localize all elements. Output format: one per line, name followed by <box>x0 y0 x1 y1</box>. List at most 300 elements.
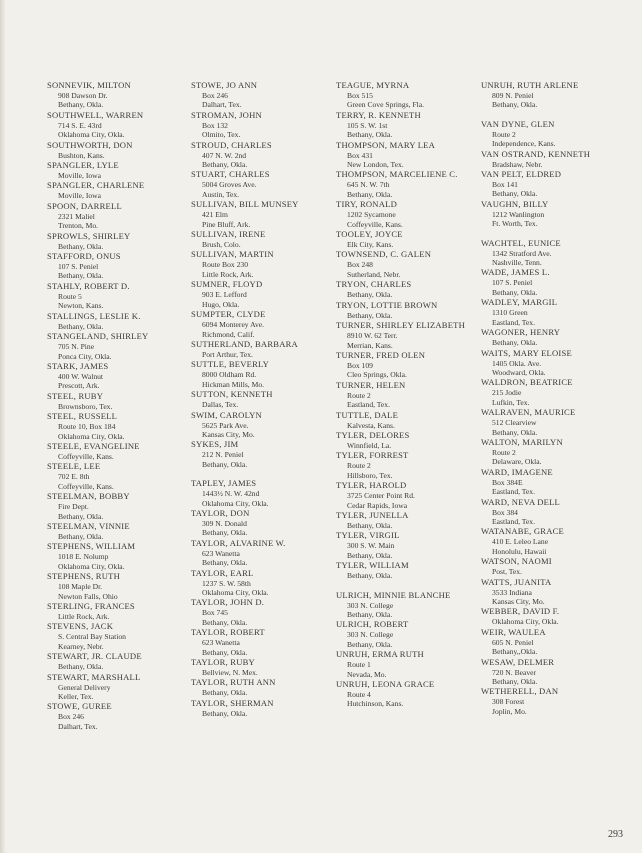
entry-name: TIRY, RONALD <box>336 199 397 210</box>
entry-name: STROMAN, JOHN <box>191 109 262 120</box>
entry-name: SPANGLER, CHARLENE <box>47 180 145 191</box>
directory-entry <box>191 80 331 110</box>
entry-name: TOOLEY, JOYCE <box>336 229 403 240</box>
entry-name: STEWART, MARSHALL <box>47 671 141 682</box>
directory-entry <box>481 348 631 378</box>
entry-address-line: Winnfield, La. <box>347 440 392 450</box>
directory-entry <box>191 508 331 538</box>
entry-name: TERRY, R. KENNETH <box>336 109 421 120</box>
entry-address-line: Bethany, Okla. <box>347 520 393 530</box>
entry-address-line: Box 109 <box>347 360 373 370</box>
entry-name: TAYLOR, JOHN D. <box>191 597 265 608</box>
entry-address-line: 714 S. E. 43rd <box>58 120 102 130</box>
directory-entry <box>47 331 187 361</box>
entry-name: VAN OSTRAND, KENNETH <box>481 148 591 159</box>
entry-address-line: 1237 S. W. 58th <box>202 578 251 588</box>
entry-name: UNRUH, ERMA RUTH <box>336 649 424 660</box>
entry-address-line: 1405 Okla. Ave. <box>492 358 542 368</box>
entry-name: SONNEVIK, MILTON <box>47 80 131 90</box>
entry-name: TURNER, FRED OLEN <box>336 349 426 360</box>
entry-name: TAYLOR, RUTH ANN <box>191 677 276 688</box>
directory-entry <box>47 110 187 140</box>
entry-address-line: Delaware, Okla. <box>492 457 542 467</box>
entry-address-line: Bethany, Okla. <box>492 427 538 437</box>
directory-entry <box>481 169 631 199</box>
entry-address-line: Dalhart, Tex. <box>58 721 98 731</box>
entry-address-line: Oklahoma City, Okla. <box>202 588 269 597</box>
entry-name: TAYLOR, ALVARINE W. <box>191 537 286 548</box>
entry-name: STEELMAN, BOBBY <box>47 491 130 502</box>
directory-entry <box>47 201 187 231</box>
entry-name: STEELE, LEE <box>47 461 101 472</box>
entry-name: TAYLOR, EARL <box>191 567 254 578</box>
entry-name: TRYON, CHARLES <box>336 279 412 290</box>
entry-name: TEAGUE, MYRNA <box>336 80 410 90</box>
entry-address-line: Newton Falls, Ohio <box>58 591 118 601</box>
directory-entry <box>191 140 331 170</box>
entry-address-line: 5625 Park Ave. <box>202 420 249 430</box>
directory-entry <box>336 619 482 649</box>
directory-entry <box>481 686 631 716</box>
entry-name: STEPHENS, RUTH <box>47 571 120 582</box>
entry-address-line: 2321 Maliel <box>58 211 95 221</box>
entry-address-line: Olmito, Tex. <box>202 130 241 140</box>
entry-address-line: Kearney, Nebr. <box>58 641 104 651</box>
section-gap <box>191 469 331 478</box>
entry-address-line: 215 Jodie <box>492 388 522 398</box>
directory-entry <box>191 279 331 309</box>
directory-entry <box>336 300 482 320</box>
entry-name: WALTON, MARILYN <box>481 436 563 447</box>
directory-entry <box>481 437 631 467</box>
entry-address-line: Moville, Iowa <box>58 171 102 181</box>
directory-entry <box>336 410 482 430</box>
directory-entry <box>336 199 482 229</box>
directory-entry <box>191 339 331 359</box>
directory-entry <box>481 627 631 657</box>
entry-address-line: Merrian, Kans. <box>347 340 393 350</box>
directory-entry <box>47 391 187 411</box>
entry-address-line: 1018 E. Nolump <box>58 552 109 562</box>
entry-address-line: 512 Clearview <box>492 418 537 428</box>
entry-address-line: Hickman Mills, Mo. <box>202 379 265 389</box>
directory-entry <box>336 560 482 580</box>
entry-address-line: Route 2 <box>347 390 371 400</box>
entry-name: STARK, JAMES <box>47 360 109 371</box>
directory-entry <box>336 510 482 530</box>
entry-address-line: Bethany, Okla. <box>58 241 104 251</box>
directory-entry <box>336 140 482 170</box>
entry-address-line: Prescott, Ark. <box>58 381 100 391</box>
entry-address-line: 8910 W. 62 Terr. <box>347 331 398 341</box>
directory-entry <box>191 698 331 718</box>
entry-address-line: 1212 Wanlington <box>492 209 545 219</box>
entry-name: TYLER, FORREST <box>336 450 409 461</box>
entry-address-line: Eastland, Tex. <box>347 400 390 410</box>
directory-entry <box>47 80 187 110</box>
entry-address-line: 108 Maple Dr. <box>58 582 103 592</box>
entry-address-line: Fire Dept. <box>58 502 89 512</box>
directory-entry <box>47 281 187 311</box>
directory-entry <box>481 238 631 268</box>
entry-address-line: Route 1 <box>347 660 371 670</box>
directory-entry <box>481 657 631 687</box>
column-4 <box>481 80 631 716</box>
entry-address-line: 605 N. Peniel <box>492 637 534 647</box>
entry-address-line: 1202 Sycamone <box>347 210 396 220</box>
entry-name: SULLIVAN, BILL MUNSEY <box>191 199 299 210</box>
directory-entry <box>47 180 187 200</box>
directory-entry <box>47 571 187 601</box>
entry-name: SYKES, JIM <box>191 439 239 450</box>
entry-name: TAYLOR, DON <box>191 507 250 518</box>
directory-entry <box>47 231 187 251</box>
entry-address-line: Bethany, Okla. <box>202 647 248 657</box>
entry-address-line: Hugo, Okla. <box>202 299 240 309</box>
entry-name: TYLER, JUNELLA <box>336 509 409 520</box>
entry-address-line: Bethany, Okla. <box>202 688 248 698</box>
directory-entry <box>47 361 187 391</box>
directory-entry <box>481 606 631 626</box>
entry-name: STROUD, CHARLES <box>191 139 272 150</box>
entry-name: TAYLOR, ROBERT <box>191 627 265 638</box>
entry-address-line: Bethany, Okla. <box>492 287 538 297</box>
entry-address-line: 623 Wanetta <box>202 548 240 558</box>
directory-entry <box>47 441 187 461</box>
directory-entry <box>336 279 482 299</box>
entry-address-line: Route 2 <box>492 129 516 139</box>
directory-entry <box>47 491 187 521</box>
column-1 <box>47 80 187 731</box>
entry-address-line: Box 141 <box>492 180 518 190</box>
entry-address-line: Bethany, Okla. <box>492 189 538 199</box>
directory-entry <box>336 679 482 709</box>
entry-address-line: 705 N. Pine <box>58 342 95 352</box>
entry-address-line: Box 248 <box>347 260 373 270</box>
entry-address-line: Bethany, Okla. <box>202 459 248 469</box>
directory-entry <box>191 229 331 249</box>
entry-address-line: Hillsboro, Tex. <box>347 470 393 480</box>
entry-name: WETHERELL, DAN <box>481 686 559 697</box>
entry-address-line: 903 E. Lefford <box>202 290 247 300</box>
entry-address-line: Joplin, Mo. <box>492 706 527 716</box>
entry-address-line: 407 N. W. 2nd <box>202 150 247 160</box>
entry-address-line: Oklahoma City, Okla. <box>202 498 269 508</box>
entry-address-line: Box 515 <box>347 91 373 100</box>
directory-entry <box>191 110 331 140</box>
entry-name: WEBBER, DAVID F. <box>481 606 560 617</box>
entry-name: WEIR, WAULEA <box>481 626 546 637</box>
column-3 <box>336 80 482 709</box>
entry-address-line: Bethany, Okla. <box>347 550 393 560</box>
directory-entry <box>47 521 187 541</box>
entry-address-line: Bethany, Okla. <box>347 130 393 140</box>
entry-address-line: 105 S. W. 1st <box>347 120 388 130</box>
entry-address-line: Independence, Kans. <box>492 139 556 149</box>
entry-address-line: Bethany, Okla. <box>347 290 393 300</box>
directory-entry <box>481 327 631 347</box>
entry-address-line: Route 10, Box 184 <box>58 422 116 432</box>
entry-address-line: Nashville, Tenn. <box>492 258 542 268</box>
entry-address-line: Coffeyville, Kans. <box>58 481 114 491</box>
entry-name: SPROWLS, SHIRLEY <box>47 230 131 241</box>
entry-name: WADE, JAMES L. <box>481 267 550 278</box>
entry-address-line: Lufkin, Tex. <box>492 397 530 407</box>
entry-address-line: Route 5 <box>58 291 82 301</box>
entry-name: SWIM, CAROLYN <box>191 409 262 420</box>
entry-address-line: Pine Bluff, Ark. <box>202 219 251 229</box>
entry-name: ULRICH, MINNIE BLANCHE <box>336 589 451 600</box>
entry-name: WAGONER, HENRY <box>481 327 561 338</box>
entry-address-line: Little Rock, Ark. <box>202 269 254 279</box>
directory-entry <box>336 320 482 350</box>
entry-address-line: 720 N. Beaver <box>492 667 537 677</box>
section-gap <box>336 581 482 590</box>
entry-name: VAN DYNE, GLEN <box>481 118 555 129</box>
entry-name: ULRICH, ROBERT <box>336 619 409 630</box>
entry-address-line: Newton, Kans. <box>58 301 104 311</box>
directory-entry <box>191 249 331 279</box>
entry-name: SULLIVAN, MARTIN <box>191 249 274 260</box>
entry-name: WADLEY, MARGIL <box>481 297 558 308</box>
directory-entry <box>191 538 331 568</box>
entry-address-line: 400 W. Walnut <box>58 371 104 381</box>
entry-name: THOMPSON, MARCELIENE C. <box>336 169 458 180</box>
entry-address-line: 410 E. Leleo Lane <box>492 537 549 547</box>
entry-address-line: Trenton, Mo. <box>58 221 99 231</box>
directory-entry <box>481 80 631 110</box>
entry-address-line: Dalhart, Tex. <box>202 100 242 110</box>
entry-name: TYLER, WILLIAM <box>336 560 409 571</box>
entry-address-line: Hutchinson, Kans. <box>347 699 404 709</box>
entry-address-line: Bellview, N. Mex. <box>202 668 258 678</box>
entry-address-line: Bethany, Okla. <box>347 610 393 619</box>
entry-address-line: Richmond, Calif. <box>202 329 255 339</box>
page-number: 293 <box>608 829 623 840</box>
directory-entry <box>481 119 631 149</box>
directory-entry <box>336 249 482 279</box>
entry-address-line: Box 384E <box>492 477 523 487</box>
entry-address-line: 645 N. W. 7th <box>347 180 390 190</box>
entry-name: STOWE, GUREE <box>47 701 112 712</box>
directory-entry <box>47 541 187 571</box>
entry-address-line: 5004 Groves Ave. <box>202 180 257 190</box>
entry-name: WARD, IMAGENE <box>481 466 553 477</box>
entry-address-line: Port Arthur, Tex. <box>202 349 253 359</box>
entry-name: TUTTLE, DALE <box>336 409 399 420</box>
directory-entry <box>481 267 631 297</box>
entry-name: STANGELAND, SHIRLEY <box>47 331 149 342</box>
entry-name: SOUTHWORTH, DON <box>47 139 133 150</box>
entry-address-line: Bethany, Okla. <box>492 677 538 687</box>
directory-entry <box>336 530 482 560</box>
directory-entry <box>336 80 482 110</box>
entry-address-line: 1443½ N. W. 42nd <box>202 489 260 499</box>
entry-name: TYLER, VIRGIL <box>336 530 400 541</box>
directory-entry <box>47 651 187 671</box>
directory-entry <box>336 169 482 199</box>
entry-address-line: Bethany, Okla. <box>347 571 393 581</box>
directory-entry <box>47 160 187 180</box>
column-2 <box>191 80 331 718</box>
directory-entry <box>336 649 482 679</box>
entry-name: SOUTHWELL, WARREN <box>47 109 144 120</box>
entry-address-line: Kalvesta, Kans. <box>347 420 395 430</box>
directory-entry <box>481 199 631 229</box>
entry-address-line: Bradshaw, Nebr. <box>492 159 543 169</box>
entry-address-line: Green Cove Springs, Fla. <box>347 100 424 110</box>
entry-address-line: 809 N. Peniel <box>492 91 534 100</box>
entry-address-line: Eastland, Tex. <box>492 317 535 327</box>
entry-name: WARD, NEVA DELL <box>481 496 560 507</box>
entry-address-line: Coffeyville, Kans. <box>347 219 403 229</box>
entry-address-line: 309 N. Donald <box>202 518 247 528</box>
directory-entry <box>336 350 482 380</box>
entry-name: WATTS, JUANITA <box>481 576 552 587</box>
directory-entry <box>191 597 331 627</box>
directory-entry <box>481 407 631 437</box>
entry-address-line: Nevada, Mo. <box>347 669 387 679</box>
entry-address-line: 623 Wanetta <box>202 638 240 648</box>
directory-entry <box>191 677 331 697</box>
section-gap <box>481 229 631 238</box>
directory-entry <box>47 411 187 441</box>
entry-address-line: Route Box 230 <box>202 260 248 270</box>
directory-entry <box>191 410 331 440</box>
directory-entry <box>481 149 631 169</box>
entry-name: TURNER, HELEN <box>336 379 406 390</box>
entry-address-line: Route 2 <box>347 461 371 471</box>
entry-address-line: Bethany, Okla. <box>202 617 248 627</box>
entry-address-line: Elk City, Kans. <box>347 240 394 250</box>
entry-address-line: Cedar Rapids, Iowa <box>347 500 408 510</box>
entry-address-line: Route 2 <box>492 447 516 457</box>
entry-address-line: Bethany, Okla. <box>347 310 393 320</box>
directory-entry <box>336 430 482 450</box>
entry-name: WAITS, MARY ELOISE <box>481 347 572 358</box>
entry-name: TAYLOR, RUBY <box>191 657 255 668</box>
entry-name: SUTTLE, BEVERLY <box>191 359 270 370</box>
entry-address-line: Bethany, Okla. <box>58 100 104 110</box>
directory-entry <box>336 480 482 510</box>
entry-address-line: Ft. Worth, Tex. <box>492 219 538 229</box>
entry-name: VAUGHN, BILLY <box>481 198 549 209</box>
directory-entry <box>191 627 331 657</box>
entry-address-line: Sutherland, Nebr. <box>347 269 401 279</box>
entry-address-line: Route 4 <box>347 690 371 700</box>
entry-name: TAYLOR, SHERMAN <box>191 697 274 708</box>
directory-entry <box>191 309 331 339</box>
entry-address-line: Oklahoma City, Okla. <box>58 431 125 441</box>
entry-name: SUMPTER, CLYDE <box>191 309 266 320</box>
directory-entry <box>47 251 187 281</box>
entry-address-line: Bethany, Okla. <box>347 639 393 649</box>
entry-name: TYLER, HAROLD <box>336 480 407 491</box>
entry-name: TURNER, SHIRLEY ELIZABETH <box>336 320 466 331</box>
directory-entry <box>481 467 631 497</box>
directory-entry <box>47 672 187 702</box>
entry-name: UNRUH, LEONA GRACE <box>336 679 435 690</box>
directory-entry <box>47 140 187 160</box>
entry-name: STEVENS, JACK <box>47 621 114 632</box>
directory-entry <box>47 621 187 651</box>
entry-address-line: Bethany, Okla. <box>58 662 104 672</box>
entry-name: TRYON, LOTTIE BROWN <box>336 299 438 310</box>
entry-address-line: Brush, Colo. <box>202 240 241 250</box>
entry-address-line: 107 S. Peniel <box>58 262 99 272</box>
entry-name: WESAW, DELMER <box>481 656 555 667</box>
entry-name: WALRAVEN, MAURICE <box>481 407 576 418</box>
entry-address-line: Bethany, Okla. <box>202 528 248 538</box>
entry-address-line: 421 Elm <box>202 210 228 220</box>
entry-name: WACHTEL, EUNICE <box>481 237 561 248</box>
entry-name: STAFFORD, ONUS <box>47 251 121 262</box>
entry-address-line: 107 S. Peniel <box>492 278 533 288</box>
entry-name: STEEL, RUBY <box>47 390 104 401</box>
entry-name: WATSON, NAOMI <box>481 556 552 567</box>
entry-name: THOMPSON, MARY LEA <box>336 139 436 150</box>
entry-address-line: S. Central Bay Station <box>58 632 126 642</box>
entry-name: TYLER, DELORES <box>336 429 410 440</box>
directory-entry <box>336 380 482 410</box>
entry-address-line: Woodward, Okla. <box>492 367 546 377</box>
entry-address-line: Kansas City, Mo. <box>492 597 545 606</box>
entry-address-line: 3725 Center Point Rd. <box>347 491 415 501</box>
entry-address-line: Honolulu, Hawaii <box>492 546 547 556</box>
entry-name: TAPLEY, JAMES <box>191 478 257 489</box>
entry-address-line: Oklahoma City, Okla. <box>58 561 125 571</box>
entry-name: STOWE, JO ANN <box>191 80 258 90</box>
entry-name: SUTHERLAND, BARBARA <box>191 338 298 349</box>
entry-address-line: Austin, Tex. <box>202 189 240 199</box>
directory-entry <box>47 701 187 731</box>
entry-address-line: Oklahoma City, Okla. <box>492 617 559 627</box>
entry-address-line: Box 246 <box>58 712 84 722</box>
entry-address-line: Post, Tex. <box>492 567 522 577</box>
section-gap <box>481 110 631 119</box>
entry-address-line: 1310 Green <box>492 308 528 318</box>
entry-name: STERLING, FRANCES <box>47 601 135 611</box>
entry-address-line: Box 745 <box>202 608 228 618</box>
entry-address-line: 3533 Indiana <box>492 587 532 597</box>
entry-address-line: 303 N. College <box>347 600 394 610</box>
entry-address-line: Box 246 <box>202 91 228 100</box>
entry-name: STEELE, EVANGELINE <box>47 440 140 451</box>
entry-address-line: Bethany, Okla. <box>202 160 248 170</box>
entry-address-line: Eastland, Tex. <box>492 516 535 526</box>
directory-entry <box>191 199 331 229</box>
directory-entry <box>336 450 482 480</box>
entry-name: STEPHENS, WILLIAM <box>47 541 136 552</box>
entry-name: STALLINGS, LESLIE K. <box>47 310 141 321</box>
entry-address-line: Bethany, Okla. <box>202 708 248 718</box>
entry-name: STUART, CHARLES <box>191 169 270 180</box>
entry-address-line: Bethany, Okla. <box>58 531 104 541</box>
entry-address-line: Kansas City, Mo. <box>202 429 255 439</box>
entry-name: SPOON, DARRELL <box>47 200 122 211</box>
entry-name: SUTTON, KENNETH <box>191 389 273 400</box>
page-edge-shadow <box>0 0 6 853</box>
entry-address-line: 1342 Stratford Ave. <box>492 248 552 258</box>
directory-entry <box>481 377 631 407</box>
directory-entry <box>336 110 482 140</box>
directory-entry <box>191 389 331 409</box>
entry-name: VAN PELT, ELDRED <box>481 169 562 180</box>
entry-address-line: Bushton, Kans. <box>58 150 105 160</box>
entry-address-line: Bethany, Okla. <box>347 189 393 199</box>
directory-entry <box>191 657 331 677</box>
entry-address-line: 6094 Monterey Ave. <box>202 320 265 330</box>
